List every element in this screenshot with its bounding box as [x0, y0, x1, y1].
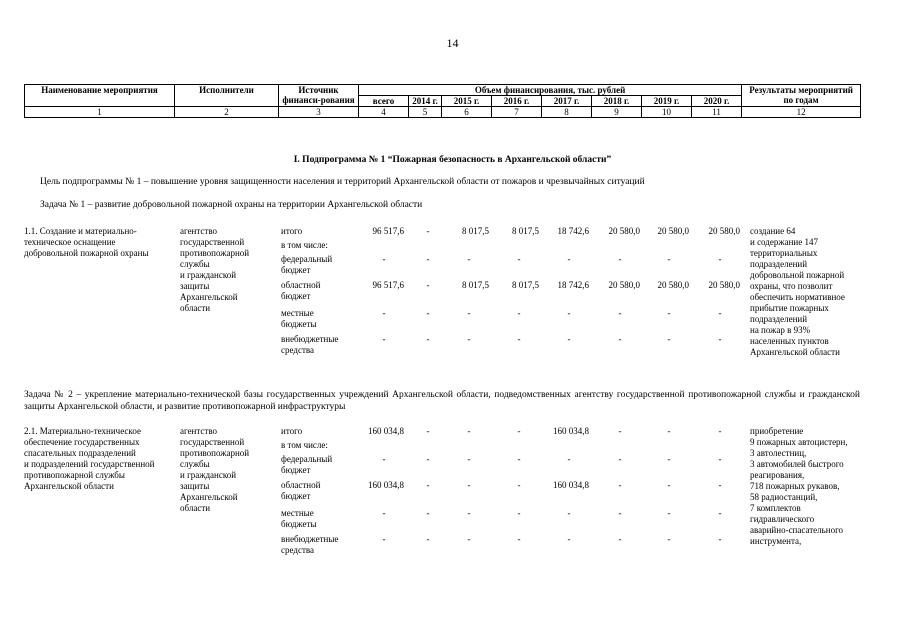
funding-value: 8 017,5 — [462, 226, 489, 236]
funding-value: 160 034,8 — [553, 426, 589, 436]
funding-value: - — [618, 308, 622, 318]
funding-value: - — [517, 426, 521, 436]
header-col-name: Наименование мероприятия — [25, 85, 175, 107]
funding-value: - — [667, 254, 671, 264]
funding-value: - — [667, 508, 671, 518]
funding-value: - — [618, 508, 622, 518]
funding-value: - — [382, 454, 386, 464]
funding-value: - — [467, 308, 471, 318]
funding-source-label: внебюджетные средства — [281, 334, 339, 355]
funding-value: 8 017,5 — [462, 280, 489, 290]
funding-value: - — [667, 308, 671, 318]
header-year: 2018 г. — [592, 96, 642, 107]
funding-value: - — [667, 334, 671, 344]
funding-value: - — [667, 454, 671, 464]
funding-value: - — [467, 454, 471, 464]
funding-value: 160 034,8 — [368, 480, 404, 490]
funding-value: 8 017,5 — [512, 226, 539, 236]
funding-value: - — [567, 508, 571, 518]
activity-2-name: 2.1. Материально-техническое обеспечение государственных спасательных подразделений и подразделений государственной противопожарной службы Архангельской области — [24, 426, 155, 491]
column-number: 7 — [492, 107, 542, 118]
funding-value: - — [426, 454, 430, 464]
header-col-source: Источник финанси-рования — [279, 85, 359, 107]
column-number: 6 — [442, 107, 492, 118]
funding-value: - — [618, 334, 622, 344]
funding-value: 20 580,0 — [657, 280, 689, 290]
funding-value: - — [467, 480, 471, 490]
column-number: 9 — [592, 107, 642, 118]
funding-value: - — [567, 308, 571, 318]
funding-value: - — [718, 480, 722, 490]
column-number: 10 — [642, 107, 692, 118]
funding-value: - — [517, 508, 521, 518]
funding-source-label: местные бюджеты — [281, 508, 317, 529]
column-number: 5 — [409, 107, 442, 118]
header-col-results: Результаты мероприятий по годам — [742, 85, 861, 107]
funding-value: - — [382, 334, 386, 344]
funding-value: - — [718, 534, 722, 544]
funding-value: - — [567, 454, 571, 464]
activity-2-executor: агентство государственной противопожарной службы и гражданской защиты Архангельской области — [180, 426, 250, 513]
funding-value: - — [718, 308, 722, 318]
funding-value: - — [382, 254, 386, 264]
header-year: 2020 г. — [692, 96, 742, 107]
funding-value: - — [517, 254, 521, 264]
subprogram-goal: Цель подпрограммы № 1 – повышение уровня защищенности населения и территорий Архангельской области от пожаров и чрезвычайных ситуаций — [40, 177, 645, 187]
funding-value: 18 742,6 — [557, 226, 589, 236]
funding-source-label: в том числе: — [281, 440, 328, 450]
funding-value: - — [467, 254, 471, 264]
funding-value: - — [382, 508, 386, 518]
funding-value: - — [426, 480, 430, 490]
funding-value: - — [718, 426, 722, 436]
column-number: 11 — [692, 107, 742, 118]
page-number: 14 — [446, 36, 459, 50]
column-number: 1 — [25, 107, 175, 118]
section-title: I. Подпрограмма № 1 “Пожарная безопасность в Архангельской области” — [293, 155, 612, 165]
funding-source-label: местные бюджеты — [281, 308, 317, 329]
funding-value: - — [718, 454, 722, 464]
column-number: 3 — [279, 107, 359, 118]
activity-1-executor: агентство государственной противопожарной службы и гражданской защиты Архангельской области — [180, 226, 250, 313]
funding-source-label: федеральный бюджет — [281, 454, 333, 475]
funding-value: - — [426, 508, 430, 518]
header-col-exec: Исполнители — [175, 85, 279, 107]
header-year: 2019 г. — [642, 96, 692, 107]
funding-source-label: федеральный бюджет — [281, 254, 333, 275]
funding-source-label: областной бюджет — [281, 480, 321, 501]
funding-value: - — [382, 534, 386, 544]
header-year: 2017 г. — [542, 96, 592, 107]
funding-value: 20 580,0 — [657, 226, 689, 236]
activity-2-results: приобретение 9 пожарных автоцистерн, 3 автолестниц, 3 автомобилей быстрого реагирования, 718 пожарных рукавов, 58 радиостанций, 7 комплектов гидравлического аварийно-спасательного инструмента, — [750, 426, 848, 546]
funding-value: - — [618, 254, 622, 264]
funding-value: 20 580,0 — [708, 226, 740, 236]
activity-1-results: создание 64 и содержание 147 территориальных подразделений добровольной пожарной охраны, что позволит обеспечить нормативное прибытие пожарных подразделений на пожар в 93% населенных пунктов Архангельской области — [750, 226, 845, 357]
funding-value: - — [517, 454, 521, 464]
funding-value: - — [718, 334, 722, 344]
funding-value: - — [426, 226, 430, 236]
funding-value: 20 580,0 — [608, 226, 640, 236]
funding-value: - — [567, 534, 571, 544]
funding-source-label: в том числе: — [281, 240, 328, 250]
funding-value: - — [467, 334, 471, 344]
funding-value: 96 517,6 — [372, 280, 404, 290]
activity-1-name: 1.1. Создание и материально- техническое оснащение добровольной пожарной охраны — [24, 226, 149, 258]
table-header — [24, 84, 861, 118]
funding-value: - — [426, 426, 430, 436]
funding-source-label: итого — [281, 426, 303, 436]
funding-value: - — [426, 334, 430, 344]
funding-value: - — [426, 534, 430, 544]
funding-value: 8 017,5 — [512, 280, 539, 290]
funding-value: - — [517, 334, 521, 344]
funding-value: 18 742,6 — [557, 280, 589, 290]
funding-value: - — [667, 534, 671, 544]
column-number: 2 — [175, 107, 279, 118]
funding-value: - — [426, 308, 430, 318]
funding-value: 160 034,8 — [553, 480, 589, 490]
column-number: 4 — [359, 107, 409, 118]
funding-value: 20 580,0 — [608, 280, 640, 290]
funding-value: - — [517, 480, 521, 490]
funding-value: - — [618, 534, 622, 544]
funding-value: 20 580,0 — [708, 280, 740, 290]
task-2: Задача № 2 – укрепление материально-технической базы государственных учреждений Архангельской области, подведомственных агентству государственной противопожарной службы и гражданской защиты Архангельской области, и развитие противопожарной инфраструктуры — [24, 390, 860, 412]
funding-value: - — [718, 254, 722, 264]
header-col-total: всего — [359, 96, 409, 107]
funding-value: - — [567, 334, 571, 344]
funding-value: - — [382, 308, 386, 318]
header-year: 2016 г. — [492, 96, 542, 107]
funding-value: - — [467, 508, 471, 518]
funding-source-label: областной бюджет — [281, 280, 321, 301]
funding-value: - — [517, 534, 521, 544]
funding-value: - — [618, 480, 622, 490]
funding-value: - — [667, 426, 671, 436]
funding-value: - — [618, 426, 622, 436]
funding-value: - — [426, 254, 430, 264]
funding-source-label: итого — [281, 226, 303, 236]
funding-value: - — [467, 534, 471, 544]
header-year: 2015 г. — [442, 96, 492, 107]
column-number: 8 — [542, 107, 592, 118]
header-col-funding: Объем финансирования, тыс. рублей — [359, 85, 742, 96]
funding-value: - — [517, 308, 521, 318]
funding-source-label: внебюджетные средства — [281, 534, 339, 555]
task-1: Задача № 1 – развитие добровольной пожарной охраны на территории Архангельской области — [40, 200, 423, 210]
column-number: 12 — [742, 107, 861, 118]
funding-value: - — [718, 508, 722, 518]
funding-value: - — [567, 254, 571, 264]
header-year: 2014 г. — [409, 96, 442, 107]
funding-value: 160 034,8 — [368, 426, 404, 436]
funding-value: - — [426, 280, 430, 290]
funding-value: - — [467, 426, 471, 436]
funding-value: - — [667, 480, 671, 490]
funding-value: 96 517,6 — [372, 226, 404, 236]
funding-value: - — [618, 454, 622, 464]
